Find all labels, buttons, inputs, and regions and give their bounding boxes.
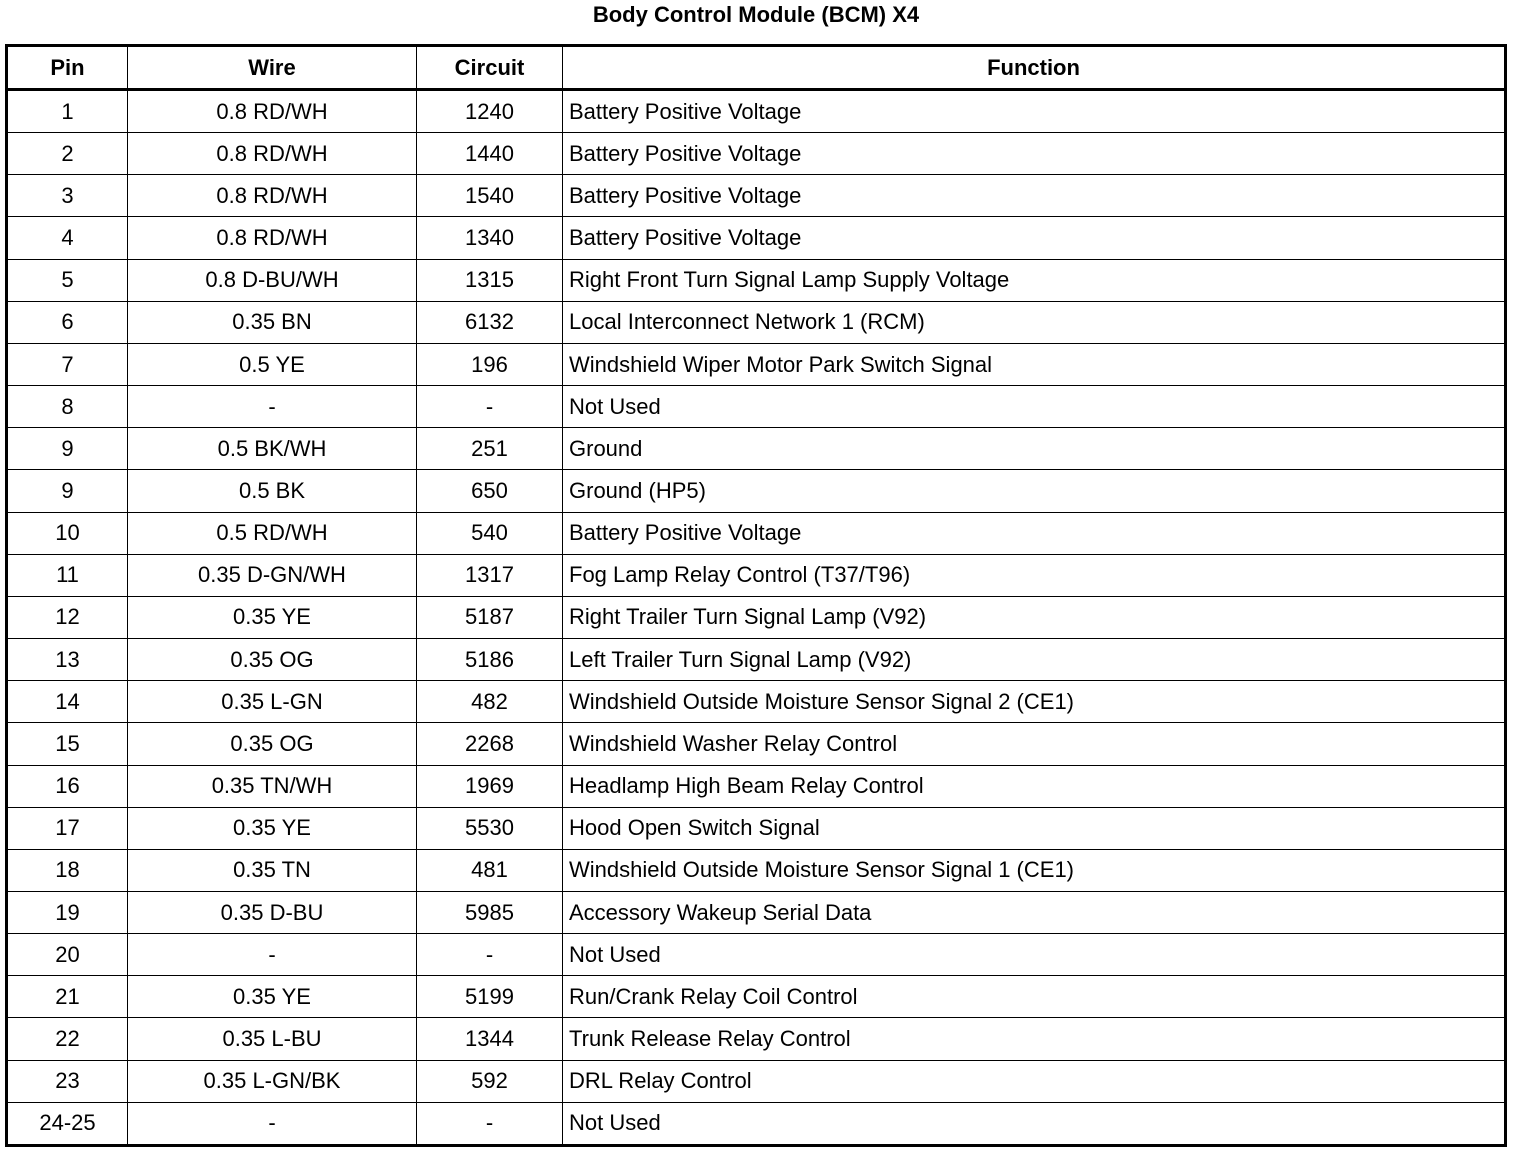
circuit-cell: 1315 [417, 259, 563, 301]
pin-cell: 6 [7, 301, 128, 343]
table-row [7, 1102, 1506, 1145]
circuit-cell: - [417, 1102, 563, 1145]
pin-cell: 18 [7, 849, 128, 891]
table-row [7, 301, 1506, 343]
wire-cell: 0.35 OG [128, 723, 417, 765]
table-row [7, 807, 1506, 849]
circuit-cell: 1969 [417, 765, 563, 807]
circuit-cell: 482 [417, 681, 563, 723]
function-cell: Windshield Outside Moisture Sensor Signal 2 (CE1) [563, 681, 1506, 723]
table-row [7, 765, 1506, 807]
function-cell: Ground (HP5) [563, 470, 1506, 512]
table-header-row [7, 46, 1506, 90]
table-row [7, 723, 1506, 765]
table-row [7, 1060, 1506, 1102]
function-cell: Trunk Release Relay Control [563, 1018, 1506, 1060]
wire-cell: 0.5 YE [128, 343, 417, 385]
pin-cell: 9 [7, 428, 128, 470]
page-title: Body Control Module (BCM) X4 [592, 2, 920, 27]
circuit-cell: 650 [417, 470, 563, 512]
table-row [7, 386, 1506, 428]
pin-cell: 11 [7, 554, 128, 596]
function-cell: Accessory Wakeup Serial Data [563, 891, 1506, 933]
function-cell: Left Trailer Turn Signal Lamp (V92) [563, 639, 1506, 681]
wire-cell: 0.35 L-GN/BK [128, 1060, 417, 1102]
pin-cell: 5 [7, 259, 128, 301]
function-cell: Battery Positive Voltage [563, 175, 1506, 217]
function-cell: Not Used [563, 934, 1506, 976]
circuit-cell: 592 [417, 1060, 563, 1102]
table-row [7, 175, 1506, 217]
table-row [7, 133, 1506, 175]
table-row [7, 891, 1506, 933]
pin-cell: 9 [7, 470, 128, 512]
circuit-cell: 1340 [417, 217, 563, 259]
pin-cell: 15 [7, 723, 128, 765]
wire-cell: 0.8 RD/WH [128, 90, 417, 133]
pin-cell: 22 [7, 1018, 128, 1060]
circuit-cell: 5530 [417, 807, 563, 849]
circuit-cell: 251 [417, 428, 563, 470]
function-cell: Headlamp High Beam Relay Control [563, 765, 1506, 807]
wire-cell: 0.35 BN [128, 301, 417, 343]
wire-cell: 0.35 OG [128, 639, 417, 681]
function-cell: Battery Positive Voltage [563, 90, 1506, 133]
pin-cell: 20 [7, 934, 128, 976]
table-row [7, 259, 1506, 301]
pin-cell: 24-25 [7, 1102, 128, 1145]
pin-cell: 7 [7, 343, 128, 385]
pin-cell: 13 [7, 639, 128, 681]
circuit-cell: 5985 [417, 891, 563, 933]
pin-cell: 10 [7, 512, 128, 554]
table-row [7, 639, 1506, 681]
wire-cell: 0.35 YE [128, 596, 417, 638]
table-row [7, 90, 1506, 133]
pin-cell: 3 [7, 175, 128, 217]
table-row [7, 976, 1506, 1018]
table-row [7, 470, 1506, 512]
pin-cell: 1 [7, 90, 128, 133]
table-row [7, 596, 1506, 638]
wire-cell: 0.35 TN [128, 849, 417, 891]
function-cell: Battery Positive Voltage [563, 512, 1506, 554]
pin-cell: 8 [7, 386, 128, 428]
function-cell: Windshield Outside Moisture Sensor Signal 1 (CE1) [563, 849, 1506, 891]
pin-cell: 4 [7, 217, 128, 259]
table-row [7, 428, 1506, 470]
wire-cell: 0.35 YE [128, 976, 417, 1018]
function-cell: Hood Open Switch Signal [563, 807, 1506, 849]
wire-cell: - [128, 1102, 417, 1145]
wire-cell: - [128, 386, 417, 428]
column-header-pin: Pin [7, 46, 128, 90]
table-row [7, 849, 1506, 891]
function-cell: DRL Relay Control [563, 1060, 1506, 1102]
function-cell: Windshield Washer Relay Control [563, 723, 1506, 765]
wire-cell: 0.8 RD/WH [128, 133, 417, 175]
wire-cell: 0.35 L-GN [128, 681, 417, 723]
function-cell: Battery Positive Voltage [563, 133, 1506, 175]
table-row [7, 554, 1506, 596]
circuit-cell: 2268 [417, 723, 563, 765]
circuit-cell: 6132 [417, 301, 563, 343]
wire-cell: 0.35 TN/WH [128, 765, 417, 807]
wire-cell: 0.5 BK/WH [128, 428, 417, 470]
pin-cell: 16 [7, 765, 128, 807]
function-cell: Windshield Wiper Motor Park Switch Signal [563, 343, 1506, 385]
circuit-cell: - [417, 934, 563, 976]
table-row [7, 681, 1506, 723]
function-cell: Right Front Turn Signal Lamp Supply Voltage [563, 259, 1506, 301]
pinout-table [5, 44, 1507, 1147]
wire-cell: 0.35 L-BU [128, 1018, 417, 1060]
column-header-wire: Wire [128, 46, 417, 90]
pin-cell: 2 [7, 133, 128, 175]
table-row [7, 1018, 1506, 1060]
wire-cell: 0.35 D-BU [128, 891, 417, 933]
wire-cell: 0.5 RD/WH [128, 512, 417, 554]
circuit-cell: 5187 [417, 596, 563, 638]
pin-cell: 12 [7, 596, 128, 638]
circuit-cell: 481 [417, 849, 563, 891]
wire-cell: 0.35 D-GN/WH [128, 554, 417, 596]
circuit-cell: 5186 [417, 639, 563, 681]
function-cell: Right Trailer Turn Signal Lamp (V92) [563, 596, 1506, 638]
function-cell: Battery Positive Voltage [563, 217, 1506, 259]
circuit-cell: 196 [417, 343, 563, 385]
function-cell: Not Used [563, 386, 1506, 428]
table-row [7, 343, 1506, 385]
wire-cell: 0.8 D-BU/WH [128, 259, 417, 301]
column-header-circuit: Circuit [417, 46, 563, 90]
pin-cell: 21 [7, 976, 128, 1018]
circuit-cell: 1344 [417, 1018, 563, 1060]
pin-cell: 23 [7, 1060, 128, 1102]
function-cell: Not Used [563, 1102, 1506, 1145]
circuit-cell: 1540 [417, 175, 563, 217]
function-cell: Run/Crank Relay Coil Control [563, 976, 1506, 1018]
wire-cell: 0.8 RD/WH [128, 175, 417, 217]
wire-cell: 0.8 RD/WH [128, 217, 417, 259]
circuit-cell: 1317 [417, 554, 563, 596]
function-cell: Ground [563, 428, 1506, 470]
table-row [7, 934, 1506, 976]
wire-cell: 0.5 BK [128, 470, 417, 512]
pin-cell: 17 [7, 807, 128, 849]
wire-cell: - [128, 934, 417, 976]
table-row [7, 217, 1506, 259]
wire-cell: 0.35 YE [128, 807, 417, 849]
function-cell: Fog Lamp Relay Control (T37/T96) [563, 554, 1506, 596]
pin-cell: 14 [7, 681, 128, 723]
table-row [7, 512, 1506, 554]
circuit-cell: 1440 [417, 133, 563, 175]
circuit-cell: 540 [417, 512, 563, 554]
circuit-cell: 5199 [417, 976, 563, 1018]
pin-cell: 19 [7, 891, 128, 933]
table-body [7, 90, 1506, 1146]
function-cell: Local Interconnect Network 1 (RCM) [563, 301, 1506, 343]
circuit-cell: 1240 [417, 90, 563, 133]
circuit-cell: - [417, 386, 563, 428]
column-header-function: Function [563, 46, 1506, 90]
